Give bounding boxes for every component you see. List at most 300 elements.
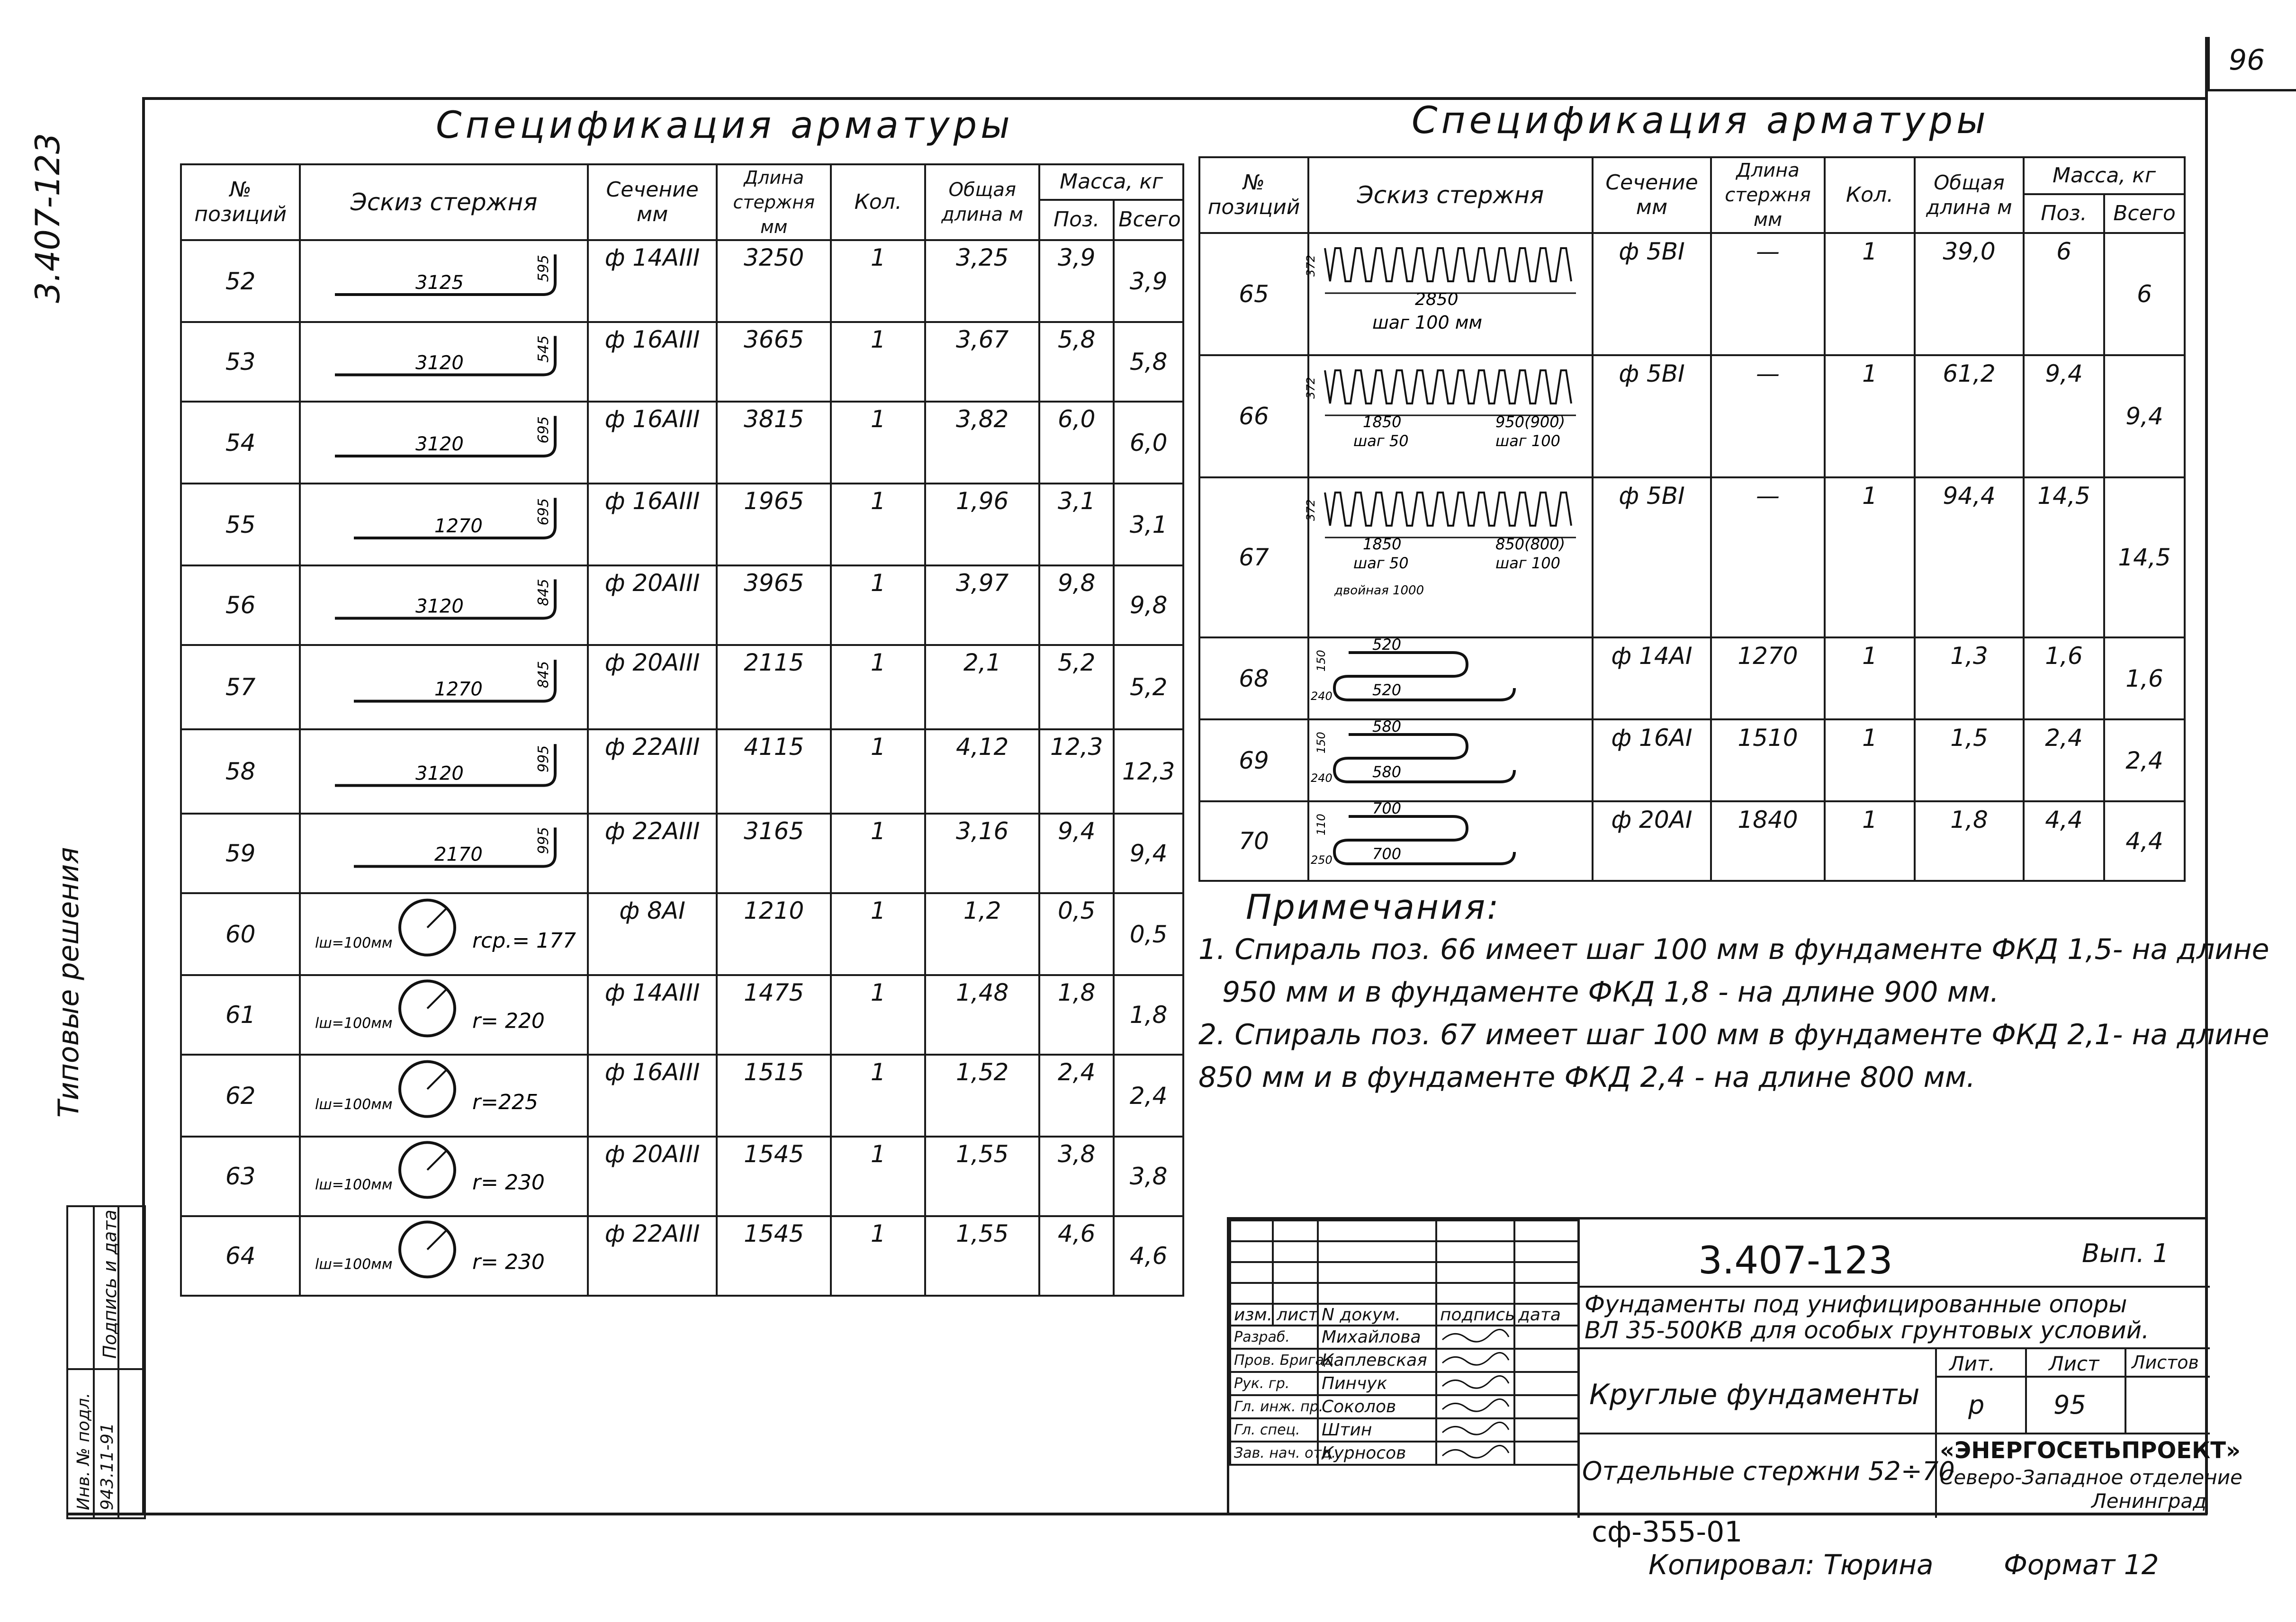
stamp-org-3: Ленинград <box>2091 1489 2207 1513</box>
lt-qty: 1 <box>831 814 925 893</box>
spiral-pitch-a: шаг 50 <box>1353 432 1409 450</box>
margin-box <box>66 1205 146 1519</box>
rt-mass-pos: 14,5 <box>2024 477 2104 637</box>
bar-hook-label: 545 <box>535 335 552 363</box>
bar-length-label: 2170 <box>434 843 483 866</box>
lt-qty: 1 <box>831 322 925 402</box>
lt-total: 3,82 <box>925 402 1039 484</box>
margin-inv-number: 943.11-91 <box>98 1423 117 1510</box>
spiral-height-label: 372 <box>1304 377 1317 399</box>
stamp-date <box>1514 1349 1578 1372</box>
lt-hdr-pos: № позиций <box>181 164 300 240</box>
lt-mass-pos: 0,5 <box>1039 893 1114 975</box>
sheet-number-box <box>2207 37 2296 91</box>
stamp-person-name: Штин <box>1318 1418 1436 1442</box>
stamp-hdr-sign: подпись <box>1436 1304 1514 1326</box>
lt-sketch <box>300 814 588 893</box>
bar-hook-label: 695 <box>535 416 552 444</box>
stamp-lit-value: р <box>1968 1390 1985 1420</box>
lt-mass-all: 3,9 <box>1114 240 1183 322</box>
lt-total: 3,97 <box>925 565 1039 645</box>
lt-qty: 1 <box>831 484 925 565</box>
hook-bottom-label: 580 <box>1372 763 1402 781</box>
left-table-row <box>181 484 1183 565</box>
lt-sketch <box>300 402 588 484</box>
hook-bar-shape <box>1334 653 1514 700</box>
lt-section: ф 16АIII <box>588 1055 717 1137</box>
right-spec-table <box>1198 156 2186 882</box>
stamp-date <box>1514 1372 1578 1395</box>
lt-total: 1,55 <box>925 1216 1039 1296</box>
spiral-length-b: 850(800) <box>1495 535 1566 553</box>
lt-sketch <box>300 322 588 402</box>
spiral-length-a: 1850 <box>1363 535 1402 553</box>
lt-hdr-length: Длина стержня мм <box>717 164 831 240</box>
bar-sketch <box>311 1056 576 1130</box>
bottom-copied: Копировал: Тюрина <box>1648 1549 1934 1581</box>
ring-radius-label: rср.= 177 <box>472 929 576 953</box>
lt-total: 1,48 <box>925 975 1039 1055</box>
stamp-sheet-header: Лист <box>2049 1352 2099 1375</box>
rt-section: ф 5ВI <box>1593 477 1711 637</box>
lt-length: 1545 <box>717 1137 831 1216</box>
lt-pos: 60 <box>181 893 300 975</box>
ring-radius-label: r=225 <box>472 1090 539 1115</box>
bar-sketch <box>311 1217 576 1289</box>
lt-mass-pos: 3,9 <box>1039 240 1114 322</box>
lt-total: 1,96 <box>925 484 1039 565</box>
lt-length: 1545 <box>717 1216 831 1296</box>
rt-section: ф 20АI <box>1593 801 1711 881</box>
lt-sketch <box>300 1216 588 1296</box>
lt-pos: 64 <box>181 1216 300 1296</box>
stamp-person-row <box>1230 1418 1578 1442</box>
bar-sketch <box>311 730 576 807</box>
rt-total: 1,5 <box>1915 719 2024 801</box>
stamp-role: Гл. инж. пр. <box>1230 1395 1318 1418</box>
lt-sketch <box>300 645 588 729</box>
lt-pos: 57 <box>181 645 300 729</box>
stamp-person-name: Пинчук <box>1318 1372 1436 1395</box>
ring-radius-line <box>427 989 446 1008</box>
rt-hdr-mass: Масса, кг <box>2024 157 2185 194</box>
lt-total: 1,2 <box>925 893 1039 975</box>
rt-mass-all: 1,6 <box>2104 637 2185 719</box>
right-table-row <box>1199 637 2185 719</box>
spiral-sketch <box>1311 638 1590 713</box>
spiral-length-label: 2850 <box>1415 290 1459 309</box>
lt-mass-pos: 3,8 <box>1039 1137 1114 1216</box>
lt-mass-all: 2,4 <box>1114 1055 1183 1137</box>
rt-section: ф 14АI <box>1593 637 1711 719</box>
left-table-row <box>181 1055 1183 1137</box>
side-label: Типовые решения <box>52 847 85 1118</box>
lt-section: ф 20АIII <box>588 1137 717 1216</box>
rt-total: 61,2 <box>1915 355 2024 477</box>
stamp-org-2: Северо-Западное отделение <box>1940 1466 2242 1489</box>
left-table-row <box>181 893 1183 975</box>
bar-length-label: 3120 <box>415 352 464 374</box>
spiral-sketch <box>1304 234 1590 349</box>
stamp-person-name: Курносов <box>1318 1442 1436 1465</box>
lt-pos: 55 <box>181 484 300 565</box>
bar-sketch <box>311 484 576 559</box>
hook-top-label: 520 <box>1372 636 1402 654</box>
note-line-2: 950 мм и в фундаменте ФКД 1,8 - на длине 900 мм. <box>1222 976 1999 1009</box>
rt-hdr-sketch: Эскиз стержня <box>1308 157 1593 233</box>
ring-overlap-label: lш=100мм <box>315 935 393 952</box>
stamp-person-row <box>1230 1395 1578 1418</box>
stamp-hdr-izm: изм. <box>1230 1304 1273 1326</box>
spiral-shape <box>1325 248 1571 281</box>
hook-width-label: 240 <box>1311 771 1333 785</box>
left-table-row <box>181 729 1183 814</box>
lt-pos: 61 <box>181 975 300 1055</box>
lt-qty: 1 <box>831 893 925 975</box>
bar-length-label: 1270 <box>434 515 483 538</box>
rt-sketch <box>1304 233 1593 355</box>
stamp-person-name: Каплевская <box>1318 1349 1436 1372</box>
spiral-double-label: двойная 1000 <box>1334 583 1424 598</box>
lt-mass-all: 12,3 <box>1114 729 1183 814</box>
left-table-row <box>181 1216 1183 1296</box>
lt-mass-all: 3,1 <box>1114 484 1183 565</box>
lt-section: ф 14АIII <box>588 975 717 1055</box>
spiral-shape <box>1325 370 1571 403</box>
bar-hook-label: 995 <box>535 745 552 773</box>
bar-sketch <box>311 1138 576 1210</box>
bar-sketch <box>311 403 576 477</box>
bar-length-label: 3125 <box>415 272 464 294</box>
rt-pos: 65 <box>1199 233 1308 355</box>
stamp-subtitle-1: Круглые фундаменты <box>1589 1378 1920 1411</box>
lt-hdr-qty: Кол. <box>831 164 925 240</box>
lt-pos: 58 <box>181 729 300 814</box>
lt-mass-pos: 4,6 <box>1039 1216 1114 1296</box>
left-table-row <box>181 565 1183 645</box>
rt-qty: 1 <box>1825 233 1915 355</box>
rt-mass-pos: 2,4 <box>2024 719 2104 801</box>
lt-hdr-mass: Масса, кг <box>1039 164 1183 200</box>
lt-total: 3,16 <box>925 814 1039 893</box>
stamp-sheets-header: Листов <box>2132 1352 2199 1373</box>
lt-section: ф 22АIII <box>588 729 717 814</box>
lt-hdr-mass-pos: Поз. <box>1039 200 1114 240</box>
rt-section: ф 5ВI <box>1593 233 1711 355</box>
ring-overlap-label: lш=100мм <box>315 1256 393 1273</box>
lt-pos: 62 <box>181 1055 300 1137</box>
lt-section: ф 8АI <box>588 893 717 975</box>
lt-mass-pos: 12,3 <box>1039 729 1114 814</box>
rt-pos: 66 <box>1199 355 1308 477</box>
rt-sketch <box>1304 355 1593 477</box>
rt-length: 1510 <box>1711 719 1825 801</box>
stamp-person-row <box>1230 1442 1578 1465</box>
lt-hdr-mass-all: Всего <box>1114 200 1183 240</box>
stamp-date <box>1514 1326 1578 1349</box>
rt-mass-all: 6 <box>2104 233 2185 355</box>
rt-total: 1,8 <box>1915 801 2024 881</box>
lt-qty: 1 <box>831 565 925 645</box>
lt-pos: 56 <box>181 565 300 645</box>
lt-sketch <box>300 893 588 975</box>
bar-length-label: 3120 <box>415 433 464 456</box>
rt-qty: 1 <box>1825 801 1915 881</box>
lt-pos: 52 <box>181 240 300 322</box>
rt-hdr-mass-pos: Поз. <box>2024 194 2104 233</box>
lt-section: ф 22АIII <box>588 1216 717 1296</box>
hook-width-label: 250 <box>1311 853 1333 867</box>
left-table-row <box>181 1137 1183 1216</box>
lt-section: ф 22АIII <box>588 814 717 893</box>
rt-mass-pos: 1,6 <box>2024 637 2104 719</box>
rt-sketch <box>1308 801 1593 881</box>
stamp-lit-header: Лит. <box>1949 1352 1995 1375</box>
rt-qty: 1 <box>1825 477 1915 637</box>
rt-mass-all: 14,5 <box>2104 477 2185 637</box>
hook-side-label: 110 <box>1315 814 1328 835</box>
right-table-row <box>1199 355 2185 477</box>
stamp-signature <box>1436 1349 1514 1372</box>
stamp-person-row <box>1230 1326 1578 1349</box>
lt-qty: 1 <box>831 240 925 322</box>
lt-length: 1475 <box>717 975 831 1055</box>
lt-sketch <box>300 484 588 565</box>
stamp-role: Разраб. <box>1230 1326 1318 1349</box>
lt-length: 3665 <box>717 322 831 402</box>
rt-mass-all: 4,4 <box>2104 801 2185 881</box>
lt-total: 1,55 <box>925 1137 1039 1216</box>
ring-radius-label: r= 230 <box>472 1170 545 1195</box>
rt-hdr-qty: Кол. <box>1825 157 1915 233</box>
rt-sketch <box>1308 719 1593 801</box>
lt-hdr-section: Сечение мм <box>588 164 717 240</box>
bar-sketch <box>311 646 576 723</box>
lt-length: 1965 <box>717 484 831 565</box>
lt-length: 3250 <box>717 240 831 322</box>
stamp-project-2: ВЛ 35-500КВ для особых грунтовых условий. <box>1585 1317 2149 1344</box>
lt-hdr-sketch: Эскиз стержня <box>300 164 588 240</box>
lt-mass-pos: 9,4 <box>1039 814 1114 893</box>
rt-mass-pos: 4,4 <box>2024 801 2104 881</box>
stamp-signature <box>1436 1326 1514 1349</box>
lt-length: 3165 <box>717 814 831 893</box>
lt-mass-all: 6,0 <box>1114 402 1183 484</box>
notes-title: Примечания: <box>1246 887 1501 927</box>
spiral-sketch <box>1311 799 1590 874</box>
lt-sketch <box>300 975 588 1055</box>
stamp-date <box>1514 1395 1578 1418</box>
rt-total: 39,0 <box>1915 233 2024 355</box>
rt-section: ф 16АI <box>1593 719 1711 801</box>
rt-hdr-pos: № позиций <box>1199 157 1308 233</box>
note-line-1: 1. Спираль поз. 66 имеет шаг 100 мм в фундаменте ФКД 1,5- на длине <box>1198 933 2269 966</box>
spiral-shape <box>1325 493 1571 526</box>
stamp-signature <box>1436 1372 1514 1395</box>
spiral-sketch <box>1304 356 1590 471</box>
side-code: 3.407-123 <box>28 133 67 303</box>
lt-sketch <box>300 1055 588 1137</box>
bar-length-label: 3120 <box>415 595 464 618</box>
bottom-stamp-code: сф-355-01 <box>1592 1515 1743 1549</box>
stamp-code: 3.407-123 <box>1698 1238 1893 1282</box>
lt-sketch <box>300 729 588 814</box>
stamp-signature <box>1436 1418 1514 1442</box>
title-block <box>1227 1217 2242 1515</box>
bar-sketch <box>311 241 576 315</box>
lt-sketch <box>300 1137 588 1216</box>
note-line-3: 2. Спираль поз. 67 имеет шаг 100 мм в фундаменте ФКД 2,1- на длине <box>1198 1018 2269 1051</box>
stamp-role: Пров. Бригад. <box>1230 1349 1318 1372</box>
hook-width-label: 240 <box>1311 690 1333 703</box>
rt-hdr-mass-all: Всего <box>2104 194 2185 233</box>
lt-hdr-total: Общая длина м <box>925 164 1039 240</box>
rt-qty: 1 <box>1825 637 1915 719</box>
ring-radius-line <box>427 1151 446 1170</box>
stamp-date <box>1514 1442 1578 1465</box>
lt-mass-pos: 2,4 <box>1039 1055 1114 1137</box>
stamp-project: Фундаменты под унифицированные опоры <box>1585 1290 2127 1318</box>
bottom-format: Формат 12 <box>2004 1549 2159 1581</box>
spiral-pitch-a: шаг 50 <box>1353 554 1409 572</box>
rt-length: — <box>1711 355 1825 477</box>
lt-qty: 1 <box>831 645 925 729</box>
spiral-height-label: 372 <box>1304 499 1317 521</box>
ring-overlap-label: lш=100мм <box>315 1176 393 1193</box>
hook-top-label: 580 <box>1372 717 1402 735</box>
rt-pos: 67 <box>1199 477 1308 637</box>
rt-qty: 1 <box>1825 355 1915 477</box>
lt-sketch <box>300 565 588 645</box>
lt-section: ф 16АIII <box>588 322 717 402</box>
hook-bar-shape <box>1334 735 1514 782</box>
lt-length: 4115 <box>717 729 831 814</box>
bar-sketch <box>311 323 576 395</box>
rt-mass-pos: 9,4 <box>2024 355 2104 477</box>
lt-mass-all: 1,8 <box>1114 975 1183 1055</box>
lt-section: ф 20АIII <box>588 645 717 729</box>
sheet-number: 96 <box>2229 44 2265 77</box>
rt-total: 94,4 <box>1915 477 2024 637</box>
ring-overlap-label: lш=100мм <box>315 1015 393 1032</box>
spiral-sketch <box>1304 478 1590 631</box>
lt-qty: 1 <box>831 1137 925 1216</box>
spiral-height-label: 372 <box>1304 255 1317 277</box>
lt-mass-pos: 5,8 <box>1039 322 1114 402</box>
stamp-org-1: «ЭНЕРГОСЕТЬПРОЕКТ» <box>1940 1437 2241 1464</box>
lt-mass-pos: 3,1 <box>1039 484 1114 565</box>
stamp-person-row <box>1230 1349 1578 1372</box>
spiral-pitch-b: шаг 100 <box>1495 432 1560 450</box>
notes <box>1198 886 2269 1099</box>
lt-pos: 63 <box>181 1137 300 1216</box>
rt-mass-all: 2,4 <box>2104 719 2185 801</box>
bar-hook-label: 845 <box>535 661 552 689</box>
spiral-length-a: 1850 <box>1363 413 1402 431</box>
rt-hdr-length: Длина стержня мм <box>1711 157 1825 233</box>
lt-sketch <box>300 240 588 322</box>
lt-length: 2115 <box>717 645 831 729</box>
rt-hdr-total: Общая длина м <box>1915 157 2024 233</box>
stamp-hdr-doc: N докум. <box>1318 1304 1436 1326</box>
lt-mass-all: 5,8 <box>1114 322 1183 402</box>
lt-mass-all: 9,8 <box>1114 565 1183 645</box>
lt-mass-all: 0,5 <box>1114 893 1183 975</box>
rt-pos: 69 <box>1199 719 1308 801</box>
bar-hook-label: 695 <box>535 498 552 526</box>
rt-sketch <box>1304 477 1593 637</box>
rt-section: ф 5ВI <box>1593 355 1711 477</box>
bar-hook-label: 595 <box>535 255 552 282</box>
right-table-title: Спецификация арматуры <box>1412 99 1990 142</box>
rt-hdr-section: Сечение мм <box>1593 157 1711 233</box>
stamp-role: Рук. гр. <box>1230 1372 1318 1395</box>
bar-hook-label: 845 <box>535 579 552 606</box>
lt-length: 1515 <box>717 1055 831 1137</box>
right-table-row <box>1199 233 2185 355</box>
stamp-person-name: Михайлова <box>1318 1326 1436 1349</box>
stamp-subtitle-2: Отдельные стержни 52÷70 <box>1582 1456 1955 1486</box>
bar-sketch <box>311 815 576 887</box>
lt-mass-pos: 5,2 <box>1039 645 1114 729</box>
rt-total: 1,3 <box>1915 637 2024 719</box>
lt-section: ф 16АIII <box>588 484 717 565</box>
left-table-row <box>181 645 1183 729</box>
ring-radius-line <box>427 1230 446 1249</box>
stamp-hdr-date: дата <box>1514 1304 1578 1326</box>
rt-sketch <box>1308 637 1593 719</box>
lt-qty: 1 <box>831 1216 925 1296</box>
rt-length: 1840 <box>1711 801 1825 881</box>
stamp-sheet-value: 95 <box>2053 1390 2086 1420</box>
lt-mass-pos: 1,8 <box>1039 975 1114 1055</box>
ring-shape <box>400 900 455 955</box>
stamp-hdr-list: лист <box>1273 1304 1318 1326</box>
stamp-signature <box>1436 1442 1514 1465</box>
lt-pos: 54 <box>181 402 300 484</box>
lt-section: ф 14АIII <box>588 240 717 322</box>
lt-qty: 1 <box>831 975 925 1055</box>
lt-mass-all: 5,2 <box>1114 645 1183 729</box>
hook-bottom-label: 520 <box>1372 681 1402 699</box>
lt-mass-pos: 6,0 <box>1039 402 1114 484</box>
rt-qty: 1 <box>1825 719 1915 801</box>
stamp-signature <box>1436 1395 1514 1418</box>
rt-mass-all: 9,4 <box>2104 355 2185 477</box>
lt-qty: 1 <box>831 1055 925 1137</box>
spiral-length-b: 950(900) <box>1495 413 1566 431</box>
rt-length: — <box>1711 233 1825 355</box>
rt-pos: 70 <box>1199 801 1308 881</box>
lt-length: 3965 <box>717 565 831 645</box>
bar-length-label: 1270 <box>434 678 483 700</box>
left-table-row <box>181 240 1183 322</box>
lt-pos: 59 <box>181 814 300 893</box>
lt-total: 4,12 <box>925 729 1039 814</box>
rt-length: 1270 <box>1711 637 1825 719</box>
ring-radius-label: r= 230 <box>472 1250 545 1274</box>
lt-mass-all: 9,4 <box>1114 814 1183 893</box>
ring-overlap-label: lш=100мм <box>315 1096 393 1113</box>
left-table-row <box>181 975 1183 1055</box>
note-line-4: 850 мм и в фундаменте ФКД 2,4 - на длине 800 мм. <box>1198 1061 1976 1094</box>
hook-bar-shape <box>1334 816 1514 864</box>
right-table-row <box>1199 477 2185 637</box>
lt-length: 1210 <box>717 893 831 975</box>
bar-sketch <box>311 894 576 968</box>
lt-mass-pos: 9,8 <box>1039 565 1114 645</box>
lt-section: ф 20АIII <box>588 565 717 645</box>
